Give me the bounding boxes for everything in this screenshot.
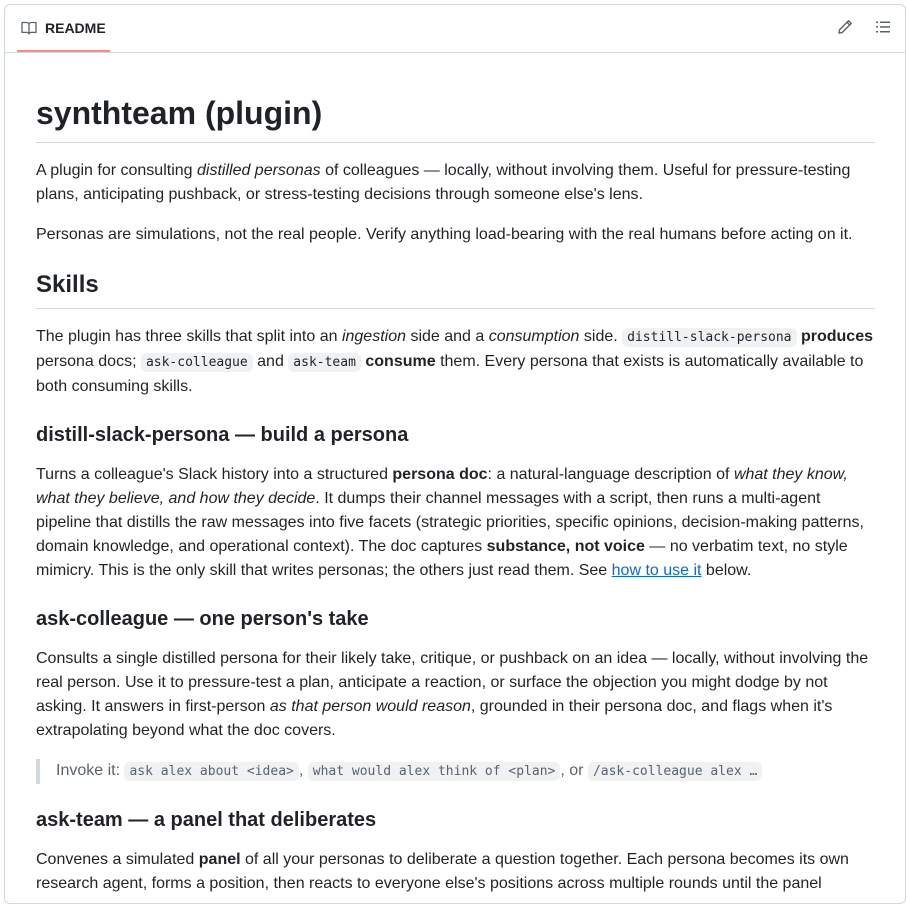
tab-readme[interactable] [17,5,110,52]
code-ask-team: ask-team [288,353,361,372]
ask-team-paragraph: Convenes a simulated panel of all your personas to deliberate a question together. Each persona becomes its own research agent, forms a position, then reacts to everyone else's positions across multiple rounds until the panel [36,851,849,892]
distill-paragraph: Turns a colleague's Slack history into a structured persona doc: a natural-language description of what they know, what they believe, and how they decide. It dumps their channel messages with a script, then runs a multi-agent pipeline that distills the raw messages into five facets (strategic priorities, specific opinions, decision-making patterns, domain knowledge, and operational context). The doc captures substance, not voice — no verbatim text, no style mimicry. This is the only skill that writes personas; the others just read them. See how to use it below. [36,466,864,579]
code-ask-colleague-command: /ask-colleague alex … [588,762,762,781]
invoke-quote: Invoke it: ask alex about <idea> , what would alex think of <plan> , or /ask-colleague alex … [36,759,875,784]
distill-heading: distill-slack-persona — build a persona [36,424,409,446]
page-title: synthteam (plugin) [36,93,875,143]
code-ask-alex: ask alex about <idea> [124,762,298,781]
list-icon[interactable] [875,19,891,35]
pencil-icon[interactable] [837,19,853,35]
how-to-use-link[interactable]: how to use it [611,562,702,579]
code-ask-colleague: ask-colleague [141,353,253,372]
readme-panel [4,4,906,904]
code-what-would-alex-think: what would alex think of <plan> [308,762,561,781]
readme-body [36,57,875,896]
book-icon [21,20,37,36]
code-distill-slack-persona: distill-slack-persona [622,328,796,347]
ask-team-heading: ask-team — a panel that deliberates [36,809,377,831]
ask-colleague-paragraph: Consults a single distilled persona for their likely take, critique, or pushback on an idea — locally, without involving the real person. Use it to pressure-test a plan, anticipate a reaction, or surface the objection you might dodge by not asking. It answers in first-person as that person would reason, grounded in their persona doc, and flags when it's extrapolating beyond what the doc covers. [36,650,869,739]
ask-colleague-heading: ask-colleague — one person's take [36,608,369,630]
tab-readme-label: README [45,19,106,36]
disclaimer-paragraph: Personas are simulations, not the real people. Verify anything load-bearing with the real humans before acting on it. [36,226,853,243]
readme-header [5,5,905,53]
skills-heading: Skills [36,270,875,309]
skills-paragraph: The plugin has three skills that split into an ingestion side and a consumption side. distill-slack-persona produces persona docs; ask-colleague and ask-team consume them. Every persona that exists is automatically available to both consuming skills. [36,328,873,395]
intro-paragraph: A plugin for consulting distilled personas of colleagues — locally, without involving them. Useful for pressure-testing plans, anticipating pushback, or stress-testing decisions through someone else's lens. [36,162,851,203]
